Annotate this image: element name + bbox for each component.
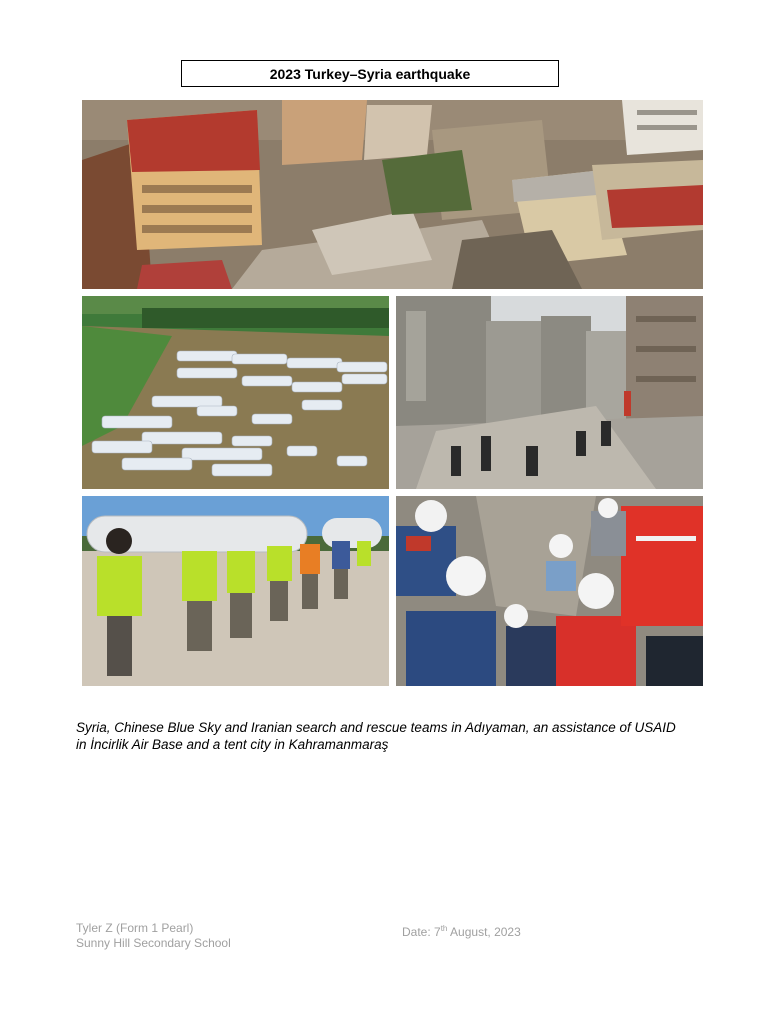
footer-author-block	[76, 921, 231, 951]
author-name: Tyler Z (Form 1 Pearl)	[76, 921, 194, 935]
date-rest: August, 2023	[447, 925, 521, 939]
school-name: Sunny Hill Secondary School	[76, 936, 231, 950]
ruined-buildings-photo	[396, 296, 703, 489]
date-suffix: th	[440, 924, 448, 933]
photo-caption: Syria, Chinese Blue Sky and Iranian search and rescue teams in Adıyaman, an assistance of USAID in İncirlik Air Base and a tent city in Kahramanmaraş	[76, 720, 676, 752]
date-label: Date: 7	[402, 925, 441, 939]
title-text: 2023 Turkey–Syria earthquake	[269, 65, 471, 82]
usaid-air-base-photo	[82, 496, 389, 686]
footer-date	[402, 921, 521, 940]
document-title	[181, 60, 559, 87]
tent-city-photo	[82, 296, 389, 489]
aerial-collapsed-buildings-photo	[82, 100, 703, 289]
rescue-teams-photo	[396, 496, 703, 686]
